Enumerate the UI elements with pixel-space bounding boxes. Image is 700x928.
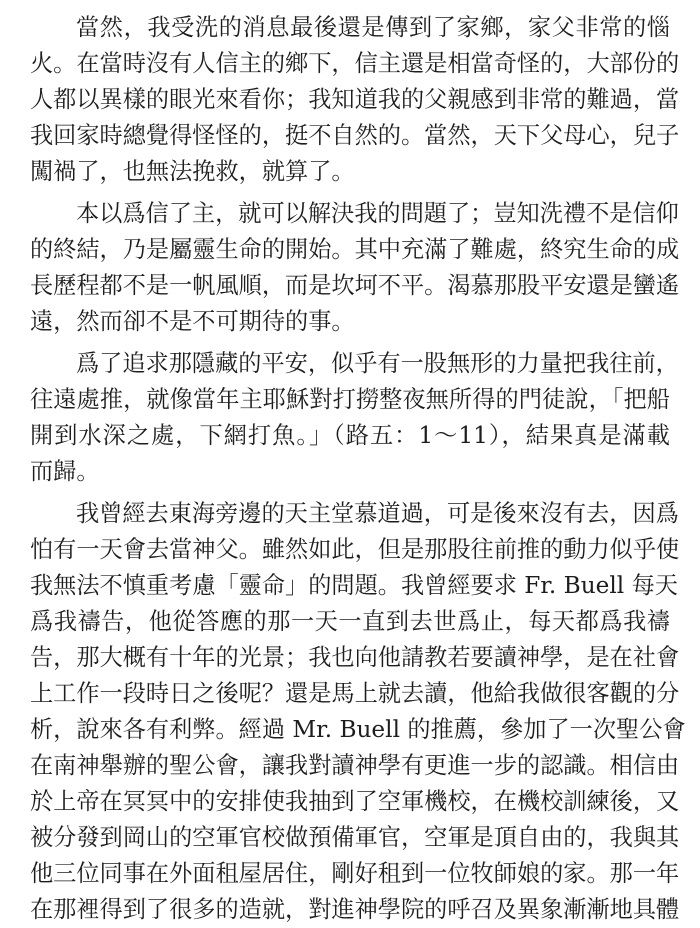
text-line: 的終結，乃是屬靈生命的開始。其中充滿了難處，終究生命的成 <box>30 236 680 263</box>
text-line: 被分發到岡山的空軍官校做預備軍官，空軍是頂自由的，我與其 <box>30 824 680 851</box>
text-line: 怕有一天會去當神父。雖然如此，但是那股往前推的動力似乎使 <box>30 536 680 563</box>
text-line: 火。在當時沒有人信主的鄉下，信主還是相當奇怪的，大部份的 <box>30 50 680 77</box>
text-line: 遠，然而卻不是不可期待的事。 <box>30 308 355 335</box>
text-line: 長歷程都不是一帆風順，而是坎坷不平。渴慕那股平安還是蠻遙 <box>30 272 680 299</box>
text-line: 人都以異樣的眼光來看你；我知道我的父親感到非常的難過，當 <box>30 86 680 113</box>
text-line: 他三位同事在外面租屋居住，剛好租到一位牧師娘的家。那一年 <box>30 860 680 887</box>
text-line: 析，說來各有利弊。經過 Mr. Buell 的推薦，參加了一次聖公會 <box>30 716 686 743</box>
text-line: 闖禍了，也無法挽救，就算了。 <box>30 158 355 185</box>
text-line: 往遠處推，就像當年主耶穌對打撈整夜無所得的門徒說，「把船 <box>30 386 670 413</box>
text-line: 在南神舉辦的聖公會，讓我對讀神學有更進一步的認識。相信由 <box>30 752 680 779</box>
text-line: 告，那大概有十年的光景；我也向他請教若要讀神學，是在社會 <box>30 644 680 671</box>
text-line: 開到水深之處，下網打魚。」（路五：1～11），結果真是滿載 <box>30 422 670 449</box>
text-line: 於上帝在冥冥中的安排使我抽到了空軍機校，在機校訓練後，又 <box>30 788 680 815</box>
text-line: 我曾經去東海旁邊的天主堂慕道過，可是後來沒有去，因爲 <box>76 500 679 527</box>
text-line: 在那裡得到了很多的造就，對進神學院的呼召及異象漸漸地具體 <box>30 896 680 923</box>
text-line: 爲我禱告，他從答應的那一天一直到去世爲止，每天都爲我禱 <box>30 608 670 635</box>
text-line: 本以爲信了主，就可以解決我的問題了；豈知洗禮不是信仰 <box>76 200 679 227</box>
text-line: 而歸。 <box>30 458 100 485</box>
text-line: 上工作一段時日之後呢？還是馬上就去讀，他給我做很客觀的分 <box>30 680 680 707</box>
text-line: 爲了追求那隱藏的平安，似乎有一股無形的力量把我往前， <box>76 350 679 377</box>
text-line: 當然，我受洗的消息最後還是傳到了家鄉，家父非常的惱 <box>76 14 670 41</box>
text-line: 我回家時總覺得怪怪的，挺不自然的。當然，天下父母心，兒子 <box>30 122 680 149</box>
text-line: 我無法不慎重考慮「靈命」的問題。我曾經要求 Fr. Buell 每天 <box>30 572 678 599</box>
